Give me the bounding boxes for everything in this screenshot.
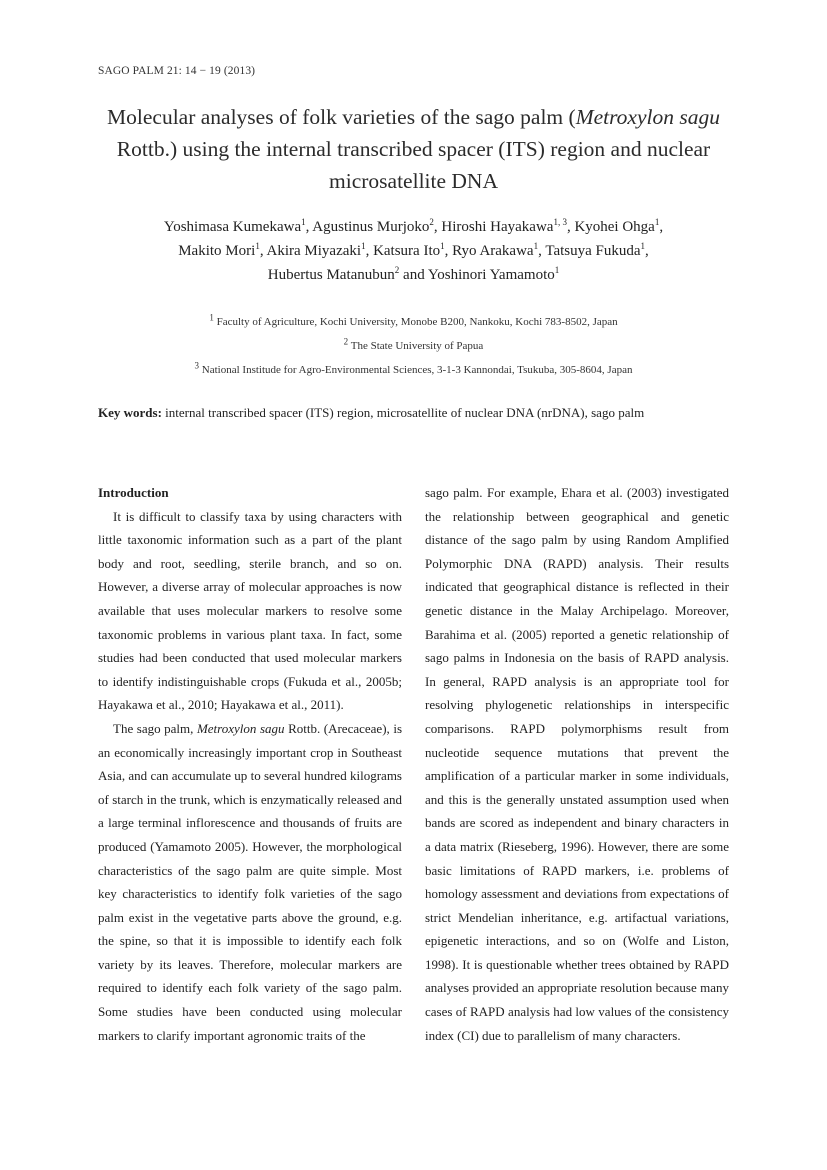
- author-affiliation: 1: [440, 241, 445, 251]
- paragraph: It is difficult to classify taxa by using characters with little taxonomic information such as a part of the plant body and root, seedling, sterile branch, and so on. However, a diverse array of molecular approaches is now available that uses molecular markers to resolve some taxonomic problems in various plant taxa. In fact, some studies had been conducted that used molecular markers to identify indistinguishable crops (Fukuda et al., 2005b; Hayakawa et al., 2010; Hayakawa et al., 2011).: [98, 508, 402, 713]
- title-species: Metroxylon sagu: [575, 105, 720, 129]
- author-affiliation: 1: [361, 241, 366, 251]
- author-name: Tatsuya Fukuda: [545, 243, 641, 259]
- author-affiliation: 1: [301, 217, 306, 227]
- author-affiliation: 2: [429, 217, 434, 227]
- body-column-left: [98, 481, 402, 1047]
- section-heading: Introduction: [98, 485, 169, 500]
- paper-title: [98, 101, 729, 197]
- journal-reference: SAGO PALM 21: 14 − 19 (2013): [98, 65, 256, 77]
- author-list: Yoshimasa Kumekawa$^1$, Agustinus Murjoko$^2$, Hiroshi Hayakawa$^{1, 3}$, Kyohei Ohga$^1$, Makito Mori$^1$, Akira Miyazaki$^1$, Katsura Ito$^1$, Ryo Arakawa$^1$, Tatsuya Fukuda$^1$, Hubertus Matanubun$^2$ and Yoshinori Yamamoto$^1$: [163, 217, 664, 283]
- author-affiliation: 1: [255, 241, 260, 251]
- author-affiliation: 1: [533, 241, 539, 251]
- paragraph: The sago palm, Metroxylon sagu Rottb. (Arecaceae), is an economically increasingly important crop in Southeast Asia, and can accumulate up to several hundred kilograms of starch in the trunk, which is enzymatically released and a large terminal inflorescence and thousands of fruits are produced (Yamamoto 2005). However, the morphological characteristics of the sago palm are quite simple. Most key characteristics to identify folk varieties of the sago palm exist in the vegetative parts above the ground, e.g. the spine, so that it is impossible to identify each folk variety by its leaves. Therefore, molecular markers are required to identify each folk variety of the sago palm. Some studies have been conducted using molecular markers to clarify important agronomic traits of the: [98, 720, 403, 1043]
- author-affiliation: 1, 3: [553, 217, 567, 227]
- title-part2: Rottb.) using the internal transcribed spacer (ITS) region and nuclear microsatellite DNA: [116, 137, 711, 193]
- affiliation-2: $^2$ The State University of Papua: [343, 336, 484, 352]
- author-affiliation: 1: [640, 241, 646, 251]
- author-name: Akira Miyazaki: [266, 243, 362, 259]
- affiliation-1: $^1$ Faculty of Agriculture, Kochi University, Monobe B200, Nankoku, Kochi 783-8502, Japan: [209, 312, 618, 328]
- author-affiliation: 1: [654, 217, 660, 227]
- author-name: Yoshimasa Kumekawa: [163, 219, 302, 235]
- keywords-label: Key words:: [98, 405, 162, 420]
- affiliation-3: $^3$ National Institude for Agro-Environmental Sciences, 3-1-3 Kannondai, Tsukuba, 305-8604, Japan: [194, 360, 633, 376]
- keywords-text: internal transcribed spacer (ITS) region, microsatellite of nuclear DNA (nrDNA), sago palm: [161, 405, 645, 420]
- author-name: Ryo Arakawa: [452, 243, 534, 259]
- author-affiliation: 1: [554, 265, 560, 275]
- keywords: [98, 405, 738, 421]
- paragraph: sago palm. For example, Ehara et al. (2003) investigated the relationship between geographical and genetic distance of the sago palm by using Random Amplified Polymorphic DNA (RAPD) analysis. Their results indicated that geographical distance is reflected in their genetic distance in the Malay Archipelago. Moreover, Barahima et al. (2005) reported a genetic relationship of sago palms in Indonesia on the basis of RAPD analysis. In general, RAPD analysis is an appropriate tool for resolving phylogenetic relationships in interspecific comparisons. RAPD polymorphisms result from nucleotide sequence mutations that prevent the amplification of a particular marker in some individuals, and this is the generally unstated assumption used when bands are scored as independent and binary characters in a data matrix (Rieseberg, 1996). However, there are some basic limitations of RAPD markers, i.e. problems of homology assessment and deviations from expectations of strict Mendelian inheritance, e.g. artifactual variations, epigenetic interactions, and so on (Wolfe and Liston, 1998). It is questionable whether trees obtained by RAPD analyses provided an appropriate resolution because many cases of RAPD analysis had low values of the consistency index (CI) due to parallelism of many characters.: [425, 485, 729, 1043]
- author-name: Hubertus Matanubun: [267, 267, 395, 283]
- author-name: Agustinus Murjoko: [312, 219, 430, 235]
- body-column-right: [425, 481, 729, 1047]
- author-name: Katsura Ito: [373, 243, 441, 259]
- author-name: Hiroshi Hayakawa: [441, 219, 554, 235]
- title-part1: Molecular analyses of folk varieties of the sago palm (: [107, 105, 576, 129]
- author-name: Kyohei Ohga: [574, 219, 655, 235]
- author-name: Yoshinori Yamamoto: [427, 267, 555, 283]
- author-name: Makito Mori: [178, 243, 256, 259]
- author-affiliation: 2: [394, 265, 400, 275]
- species-name: Metroxylon sagu: [196, 720, 285, 736]
